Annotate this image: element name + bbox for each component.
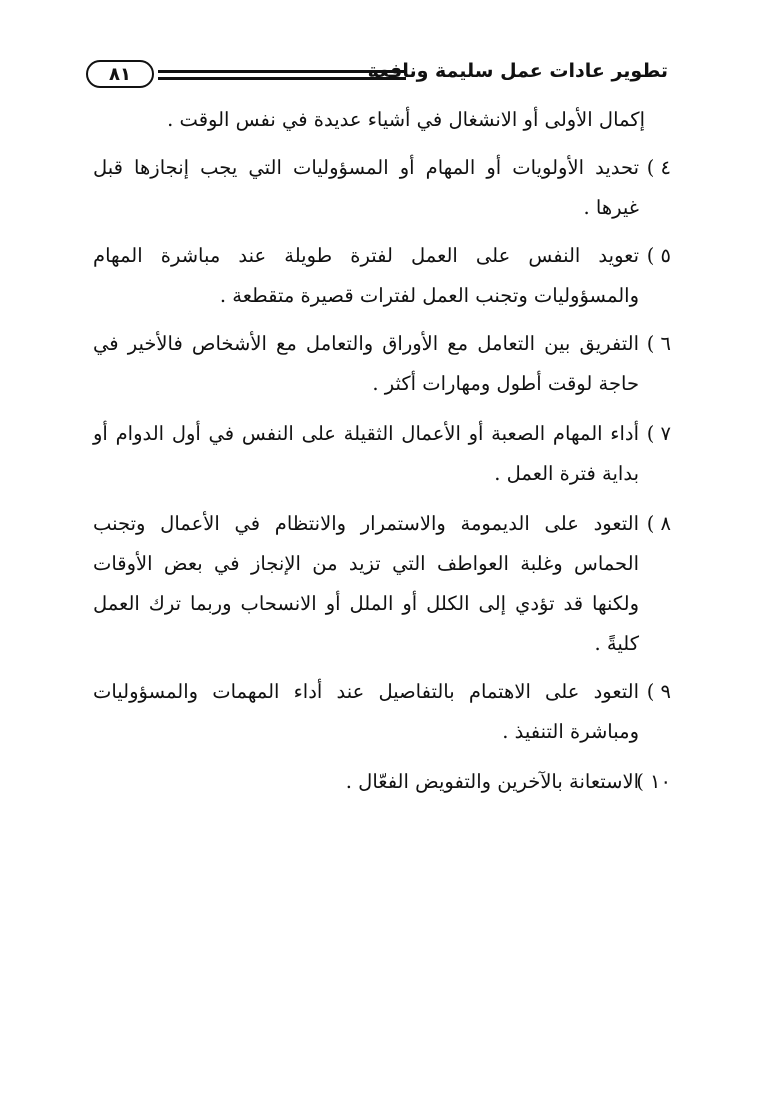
running-title: تطوير عادات عمل سليمة ونافعة [367, 60, 668, 82]
list-item-number: ١٠ ) [636, 770, 671, 793]
list-item [93, 236, 671, 316]
list-item [93, 762, 671, 802]
continuation-paragraph: إكمال الأولى أو الانشغال في أشياء عديدة في نفس الوقت . [167, 108, 645, 131]
list-item-number: ٦ ) [646, 332, 671, 355]
list-item-text: التعود على الديمومة والاستمرار والانتظام في الأعمال وتجنب الحماس وغلبة العواطف التي تزيد من الإنجاز في بعض الأوقات ولكنها قد تؤدي إلى الكلل أو الملل أو الانسحاب وربما ترك العمل كليةً . [93, 512, 639, 655]
list-item-number: ٧ ) [646, 422, 671, 445]
list-item [93, 414, 671, 494]
page-number-badge: ٨١ [86, 60, 154, 88]
list-item [93, 148, 671, 228]
list-item-text: التعود على الاهتمام بالتفاصيل عند أداء المهمات والمسؤوليات ومباشرة التنفيذ . [93, 680, 639, 743]
list-item-text: تحديد الأولويات أو المهام أو المسؤوليات التي يجب إنجازها قبل غيرها . [93, 156, 639, 219]
page-header [86, 58, 668, 92]
list-item-number: ٨ ) [646, 512, 671, 535]
list-item-number: ٩ ) [646, 680, 671, 703]
list-item-number: ٥ ) [646, 244, 671, 267]
list-item-text: التفريق بين التعامل مع الأوراق والتعامل مع الأشخاص فالأخير في حاجة لوقت أطول ومهارات أكثر . [93, 332, 639, 395]
list-item [93, 672, 671, 752]
list-item-text: أداء المهام الصعبة أو الأعمال الثقيلة على النفس في أول الدوام أو بداية فترة العمل . [93, 422, 639, 485]
list-item-text: الاستعانة بالآخرين والتفويض الفعّال . [345, 770, 639, 793]
list-item [93, 324, 671, 404]
list-item-number: ٤ ) [646, 156, 671, 179]
header-double-rule [158, 70, 406, 80]
list-item-text: تعويد النفس على العمل لفترة طويلة عند مباشرة المهام والمسؤوليات وتجنب العمل لفترات قصيرة متقطعة . [93, 244, 639, 307]
page-body [93, 100, 671, 812]
list-item [93, 504, 671, 664]
